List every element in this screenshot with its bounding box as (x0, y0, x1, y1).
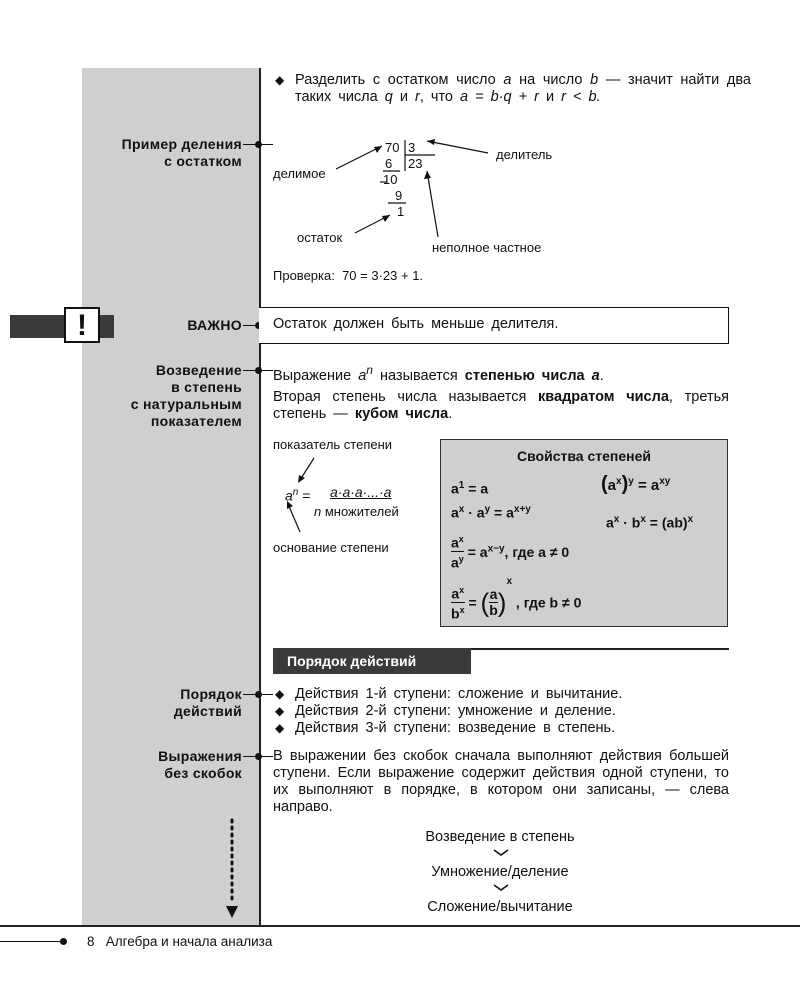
power-diagram-arrows (280, 450, 340, 540)
book-title: Алгебра и начала анализа (105, 934, 273, 949)
leader-dot (255, 691, 262, 698)
order-header: Порядок действий (273, 648, 471, 674)
label-partial-quotient: неполное частное (432, 240, 542, 255)
property-a1: $a^1 = a$ (451, 480, 489, 497)
power-definition: Выражение $a^n$ называется степенью числа a. (273, 363, 604, 384)
sidebar-band (82, 68, 259, 926)
flow-step: Возведение в степень (425, 829, 575, 845)
property-power-of-power: $(a^x)^y = a^{xy}$ (601, 473, 671, 495)
important-text: Остаток должен быть меньше делителя. (273, 316, 559, 332)
property-product-power: $a^x \cdot b^x = (ab)^x$ (606, 514, 694, 531)
chevron-down-icon (493, 849, 509, 857)
property-quotient: $a^x$ $a^y$ = $a^{x-y}$, где a ≠ 0 (451, 534, 570, 571)
dotted-down-arrow-icon (225, 818, 239, 920)
subtrahend-2: 9 (395, 188, 403, 203)
section-label-important: ВАЖНО (187, 317, 242, 333)
divisor: 3 (408, 140, 416, 155)
subtrahend-1: 6 (385, 156, 393, 171)
property-fraction-power: $a^x$ $b^x$ = (a b )$^x$ , где b ≠ 0 (451, 576, 582, 622)
leader-dot (255, 753, 262, 760)
label-divisor: делитель (496, 147, 553, 162)
power-properties-box (440, 439, 728, 627)
leader-dot (255, 367, 262, 374)
exclamation-icon: ! (64, 307, 100, 343)
power-definition-factors: n множителей (314, 504, 399, 519)
footer-leader-line (0, 941, 66, 942)
chevron-down-icon (493, 884, 509, 892)
intro-paragraph: ◆ Разделить с остатком число a на число b — значит найти два таких числа q и r, что a = b·q + r и r < b. (273, 72, 751, 106)
label-remainder: остаток (297, 230, 343, 245)
sidebar-divider (259, 68, 261, 926)
power-definition-lhs: $a^n$ = (285, 487, 311, 504)
leader-dot (255, 141, 262, 148)
remainder: 1 (397, 204, 405, 219)
no-brackets-paragraph: В выражении без скобок сначала выполняют действия большей ступени. Если выражение содержит действия одной ступени, то их выполняют в порядке, в котором они записаны, — слева направо. (273, 748, 729, 815)
list-item: ◆ Действия 1-й ступени: сложение и вычитание. (273, 686, 729, 703)
section-label-division-example: Пример деления с остатком (121, 136, 242, 169)
footer-dot (60, 938, 67, 945)
section-label-no-brackets: Выражения без скобок (158, 748, 242, 781)
flow-step: Умножение/деление (431, 864, 569, 880)
check-line: Проверка: 70 = 3·23 + 1. (273, 268, 424, 283)
square-cube-paragraph: Вторая степень числа называется квадратом числа, третья степень — кубом числа. (273, 389, 729, 422)
power-definition-rhs: a·a·a·...·a (330, 484, 392, 500)
quotient: 23 (408, 156, 423, 171)
property-product: $a^x \cdot a^y = a^{x+y}$ (451, 504, 531, 521)
section-label-order: Порядок действий (173, 686, 242, 719)
properties-title: Свойства степеней (517, 448, 651, 464)
order-list (273, 686, 729, 737)
partial-remainder: 10 (383, 172, 398, 187)
dividend: 70 (385, 140, 400, 155)
page-number: 8 (87, 934, 95, 949)
list-item: ◆ Действия 3-й ступени: возведение в степень. (273, 720, 729, 737)
label-base: основание степени (273, 540, 389, 555)
label-exponent: показатель степени (273, 437, 393, 452)
list-item: ◆ Действия 2-й ступени: умножение и деление. (273, 703, 729, 720)
flow-step: Сложение/вычитание (427, 899, 573, 915)
section-label-power: Возведение в степень с натуральным показателем (130, 362, 242, 429)
footer (87, 934, 272, 950)
bottom-rule (0, 925, 800, 927)
label-dividend: делимое (273, 166, 326, 181)
